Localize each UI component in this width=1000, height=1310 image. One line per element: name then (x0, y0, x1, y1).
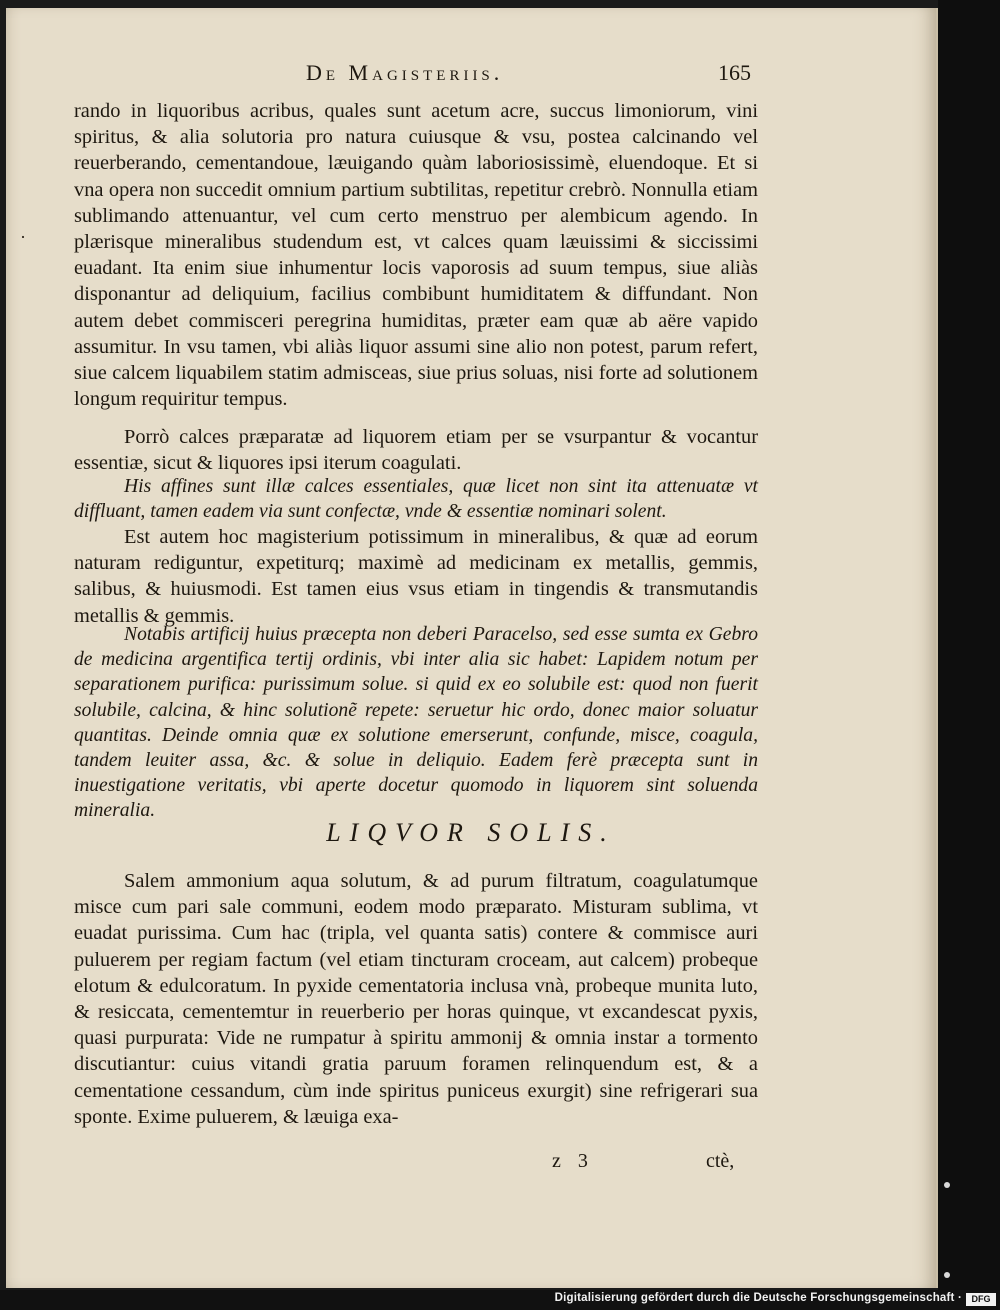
dfg-logo-icon: DFG (966, 1293, 996, 1306)
footer-bar (0, 1290, 1000, 1310)
note-1: His affines sunt illæ calces essentiales, quæ licet non sint ita attenuatæ vt diffluant, tamen eadem via sunt confectæ, vnde & essentiæ nominari solent. (74, 476, 758, 523)
footer-credit: Digitalisierung gefördert durch die Deutsche Forschungsgemeinschaft · (554, 1292, 962, 1304)
scan-edge-strip (938, 0, 1000, 1290)
margin-mark: · (20, 227, 26, 247)
section-heading: LIQVOR SOLIS. (326, 818, 616, 847)
signature-mark: z 3 (552, 1150, 594, 1172)
running-head-title: De Magisteriis. (306, 60, 504, 85)
paragraph-1: rando in liquoribus acribus, quales sunt acetum acre, succus limoniorum, vini spiritus, & alia solutoria pro natura cuiusque & vsu, postea calcinando vel reuerberando, cementandoue, læuigando quàm laboriosissimè, eluendoque. Et si vna opera non succedit omnium partium subtilitas, repetitur crebrò. Nonnulla etiam sublimando attenuantur, vel cum certo menstruo per alembicum agendo. In plærisque mineralibus studendum est, vt calces quam læuissimi & siccissimi euadant. Ita enim siue inhumentur locis vaporosis ad suum tempus, siue aliàs disponantur ad deliquium, facilius combibunt humiditatem & diffundant. Non autem debet commisceri peregrina humiditas, præter eam quæ ab aëre vapido assumitur. In vsu tamen, vbi aliàs liquor assumi sine alio non potest, parum refert, siue calcem liquabilem statim admisceas, siue prius soluas, nisi forte ad solutionem longum requiritur tempus. (74, 100, 758, 411)
strip-marker (944, 1272, 950, 1278)
catchword: ctè, (706, 1150, 735, 1172)
strip-marker (944, 1182, 950, 1188)
paragraph-2: Porrò calces præparatæ ad liquorem etiam per se vsurpantur & vocantur essentiæ, sicut & liquores ipsi iterum coagulati. (74, 426, 758, 475)
note-2: Notabis artificij huius præcepta non deberi Paracelso, sed esse sumta ex Gebro de medicina argentifica tertij ordinis, vbi inter alia sic habet: Lapidem notum per separationem purifica: purissimum solue. si quid ex eo solubile est: quod non fuerit solubile, calcina, & hinc solutionẽ repete: seruetur hic ordo, donec maior soluatur quantitas. Deinde omnia quæ ex solutione emerserunt, confunde, misce, coagula, tandem leuiter assa, &c. & solue in deliquio. Eadem ferè præcepta sunt in inuestigatione veritatis, vbi aperte docetur quomodo in liquorem sint soluenda mineralia. (74, 624, 758, 822)
paragraph-3: Est autem hoc magisterium potissimum in mineralibus, & quæ ad eorum naturam rediguntur, expetiturq; maximè ad medicinam ex metallis, gemmis, salibus, & huiusmodi. Est tamen eius vsus etiam in tingendis & transmutandis metallis & gemmis. (74, 526, 758, 627)
book-page (6, 8, 938, 1288)
paragraph-4: Salem ammonium aqua solutum, & ad purum filtratum, coagulatumque misce cum pari sale communi, eodem modo præparato. Misturam sublima, vt euadat purissima. Cum hac (tripla, vel quanta satis) contere & commisce auri puluerem per regiam factum (vel etiam tincturam croceam, aut calcem) probeque elotum & edulcoratum. In pyxide cementatoria inclusa vnà, probeque munita luto, & resiccata, cementemtur in reuerberio per horas quinque, vt excandescat pyxis, quasi purpurata: Vide ne rumpatur à spiritu ammonij & omnia instar a tormento discutiantur: cuius vitandi gratia paruum foramen relinquendum est, & a cementatione cessandum, cùm inde spiritus puniceus exurgit) sine refrigerari sua sponte. Exime puluerem, & læuiga exa- (74, 870, 758, 1128)
running-head (6, 60, 936, 90)
page-number: 165 (718, 60, 751, 85)
